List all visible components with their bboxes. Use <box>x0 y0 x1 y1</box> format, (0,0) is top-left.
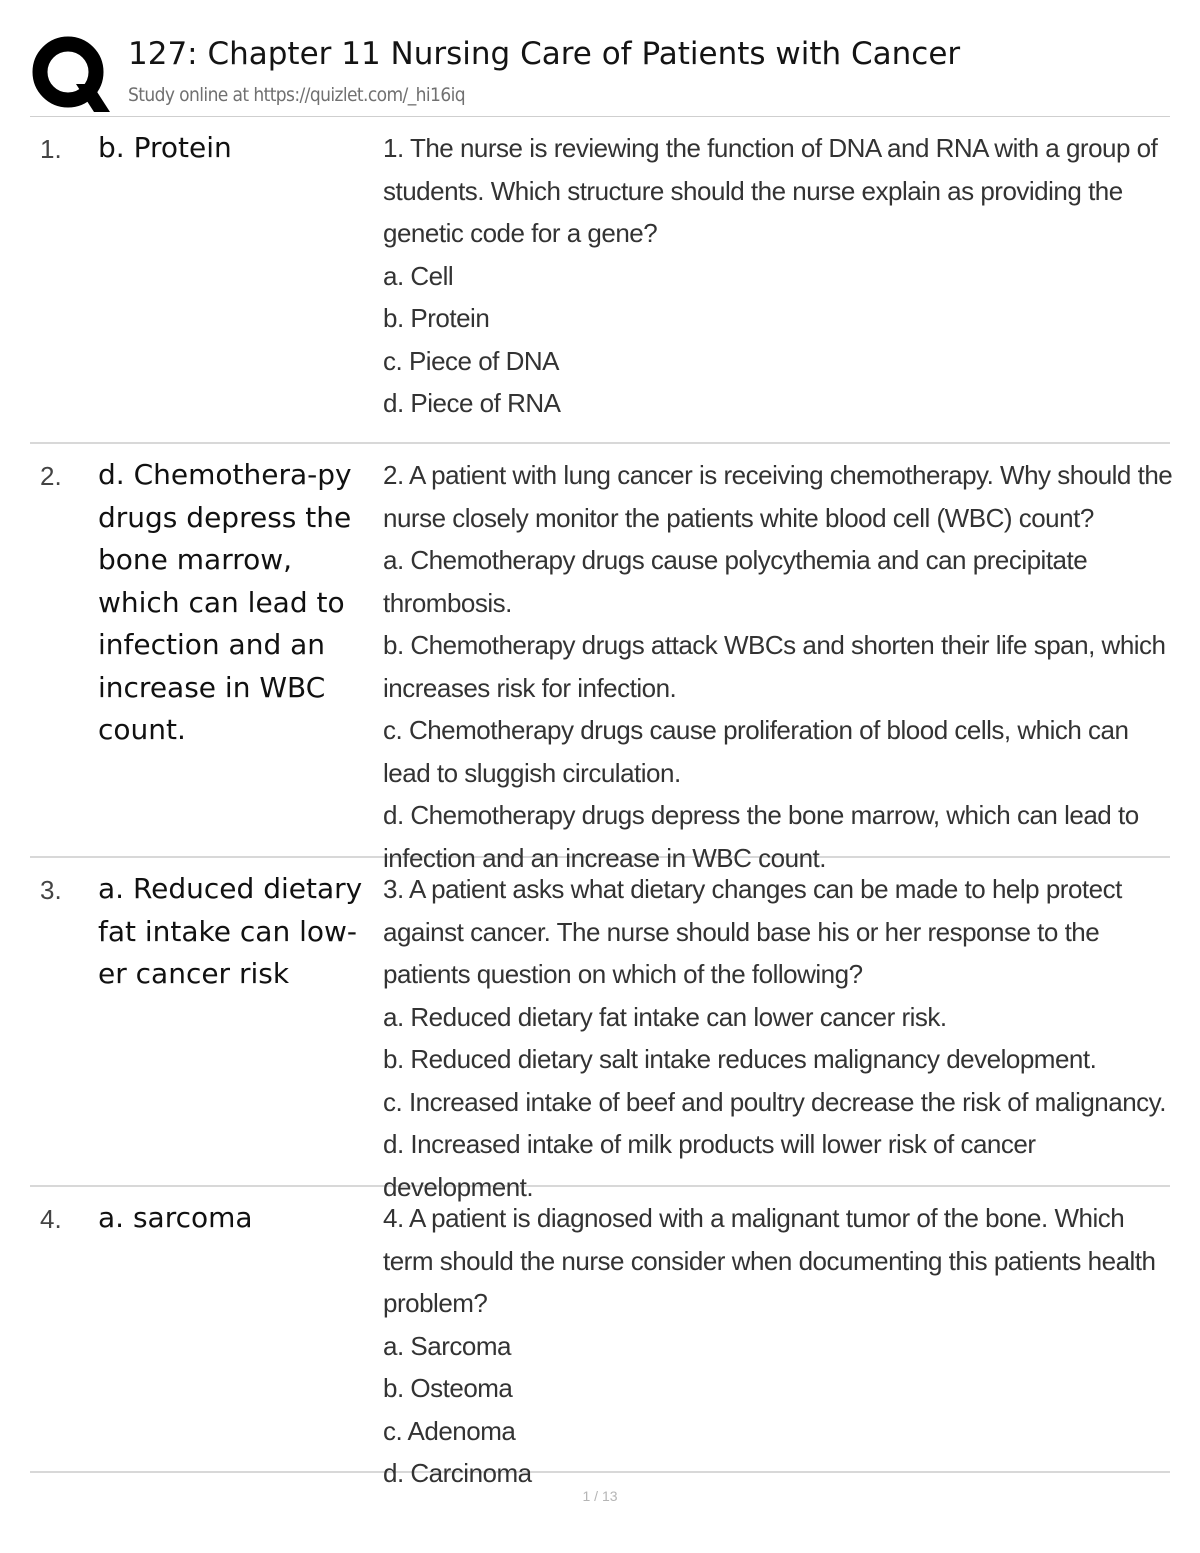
flashcard-1 <box>30 117 1170 444</box>
quizlet-q-logo-icon <box>30 34 110 114</box>
document-header <box>30 32 1170 116</box>
page-number: 1 / 13 <box>582 1488 618 1504</box>
card-definition: 3. A patient asks what dietary changes can be made to help protect against cancer. The nurse should base his or her response to the patients question on which of the following? a. Reduced dietary fat intake can lower cancer risk. b. Reduced dietary salt intake reduces malignancy development. c. Increased intake of beef and poultry decrease the risk of malignancy. d. Increased intake of milk products will lower risk of cancer development. <box>383 874 1166 1202</box>
card-number: 1. <box>40 134 62 164</box>
card-definition: 2. A patient with lung cancer is receiving chemotherapy. Why should the nurse closely monitor the patients white blood cell (WBC) count? a. Chemotherapy drugs cause polycythemia and can precipitate thrombosis. b. Chemotherapy drugs attack WBCs and shorten their life span, which increases risk for infection. c. Chemotherapy drugs cause proliferation of blood cells, which can lead to sluggish circulation. d. Chemotherapy drugs depress the bone marrow, which can lead to infection and an increase in WBC count. <box>383 460 1173 873</box>
page-title: 127: Chapter 11 Nursing Care of Patients with Cancer <box>128 36 961 72</box>
card-term: a. Reduced dietary fat intake can low-er cancer risk <box>98 872 363 990</box>
card-term: d. Chemothera-py drugs depress the bone marrow, which can lead to infection and an increase in WBC count. <box>98 458 352 746</box>
card-definition: 1. The nurse is reviewing the function of DNA and RNA with a group of students. Which structure should the nurse explain as providing the genetic code for a gene? a. Cell b. Protein c. Piece of DNA d. Piece of RNA <box>383 133 1158 418</box>
flashcard-4 <box>30 1187 1170 1488</box>
card-number: 2. <box>40 461 62 491</box>
card-number: 4. <box>40 1204 62 1234</box>
flashcard-2 <box>30 444 1173 873</box>
card-term: b. Protein <box>98 131 232 164</box>
flashcard-list <box>30 117 1173 1488</box>
card-definition: 4. A patient is diagnosed with a malignant tumor of the bone. Which term should the nurse consider when documenting this patients health problem? a. Sarcoma b. Osteoma c. Adenoma d. Carcinoma <box>383 1203 1156 1488</box>
study-online-link[interactable]: Study online at https://quizlet.com/_hi16iq <box>128 84 465 106</box>
card-number: 3. <box>40 875 62 905</box>
card-term: a. sarcoma <box>98 1201 253 1234</box>
flashcard-3 <box>30 858 1170 1202</box>
